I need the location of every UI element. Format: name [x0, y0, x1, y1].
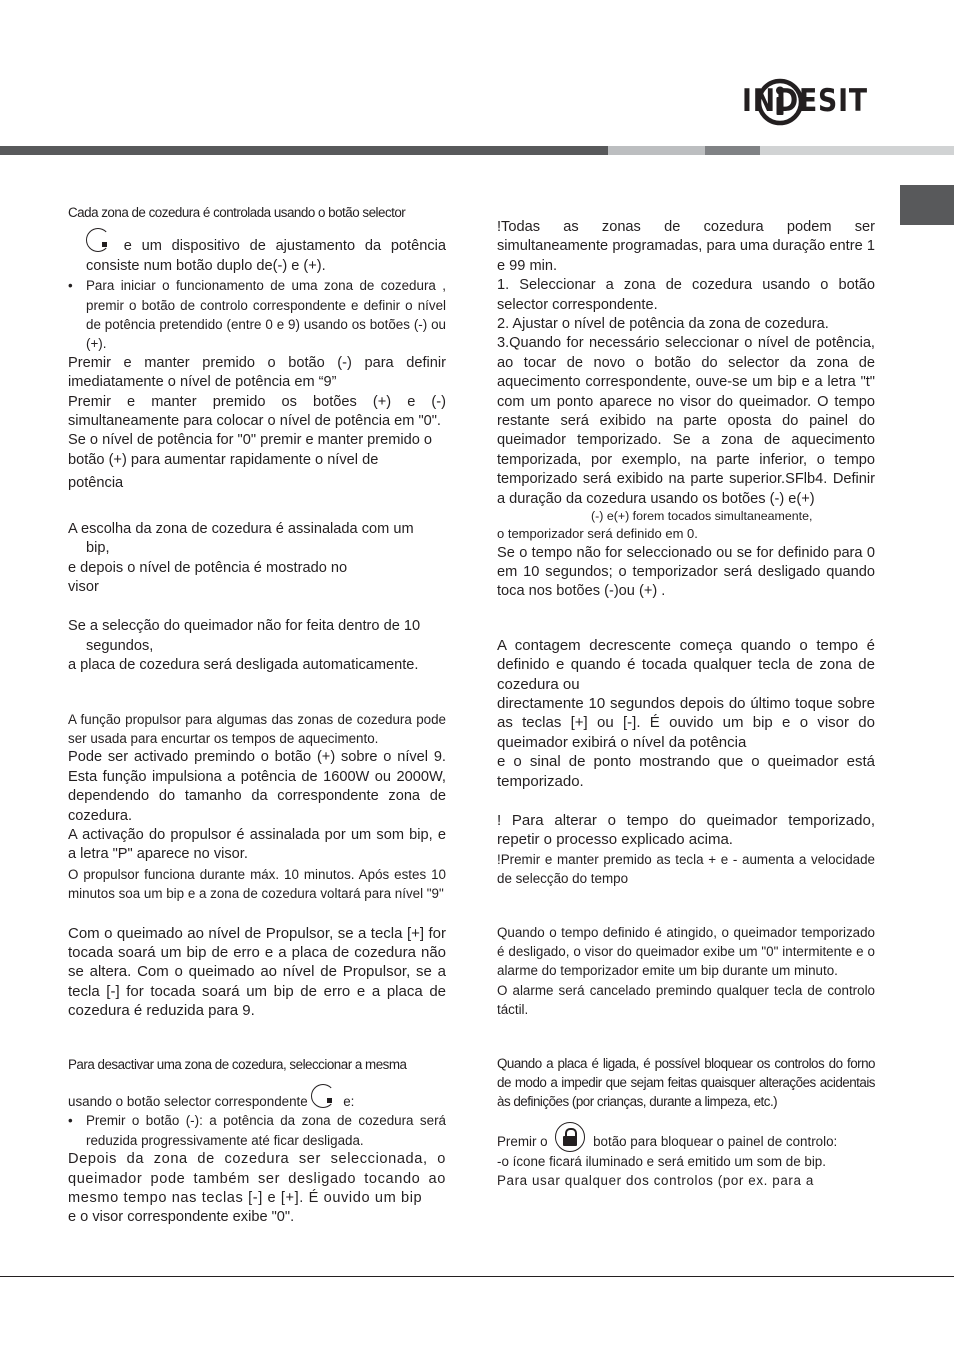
paragraph: Se o tempo não for seleccionado ou se for definido para 0 em 10 segundos; o temporizador será desligado quando toca nos botões (-)ou (+) . [497, 544, 875, 600]
header-band [0, 146, 608, 155]
paragraph: Se a selecção do queimador não for feita dentro de 10 [68, 618, 421, 635]
paragraph: Pode ser activado premindo o botão (+) sobre o nível 9. Esta função impulsiona a potência de 1600W ou 2000W, dependendo do tamanho da correspondente zona de cozedura. [68, 749, 446, 824]
paragraph: bip, [86, 540, 110, 557]
paragraph: potência [68, 475, 124, 492]
selector-knob-icon [311, 1084, 335, 1108]
paragraph: directamente 10 segundos depois do último toque sobre as teclas [+] ou [-]. É ouvido um bip e o visor do queimador exibirá o nível da potência [497, 694, 875, 751]
paragraph: visor [68, 578, 99, 595]
header-band-segment [760, 146, 954, 155]
paragraph: segundos, [86, 637, 154, 654]
right-column [497, 218, 875, 1191]
paragraph: Quando a placa é ligada, é possível bloquear os controlos do forno de modo a impedir que sejam feitas quaisquer alterações acidentais às definições (por crianças, durante a limpeza, etc.) [497, 1055, 875, 1110]
paragraph: O propulsor funciona durante máx. 10 minutos. Após estes 10 minutos soa um bip e a zona de cozedura voltará para nível "9" [68, 866, 446, 902]
paragraph: 2. Ajustar o nível de potência da zona de cozedura. [497, 316, 829, 333]
paragraph: Para desactivar uma zona de cozedura, seleccionar a mesma [68, 1056, 407, 1072]
paragraph: a placa de cozedura será desligada automaticamente. [68, 657, 419, 674]
paragraph: -o ícone ficará iluminado e será emitido um som de bip. [497, 1153, 826, 1169]
paragraph: Premir e manter premido o botão (-) para definir imediatamente o nível de potência em “9” [68, 354, 446, 391]
paragraph: (-) e(+) forem tocados simultaneamente, [591, 509, 813, 524]
paragraph-text: Premir o [497, 1133, 548, 1149]
paragraph-text: e: [343, 1094, 355, 1110]
paragraph: e depois o nível de potência é mostrado no [68, 559, 348, 576]
header-band-segment [705, 146, 760, 155]
paragraph: A função propulsor para algumas das zonas de cozedura pode ser usada para encurtar os tempos de aquecimento. [68, 711, 446, 746]
paragraph: Para usar qualquer dos controlos (por ex. para a [497, 1173, 814, 1189]
paragraph: e o visor correspondente exibe "0". [68, 1209, 295, 1226]
lock-icon [555, 1122, 585, 1152]
paragraph [497, 1122, 875, 1152]
paragraph: 1. Seleccionar a zona de cozedura usando o botão selector correspondente. [497, 277, 875, 313]
paragraph: A activação do propulsor é assinalada por um som bip, e a letra "P" aparece no visor. [68, 826, 446, 863]
paragraph [68, 228, 446, 276]
paragraph: O alarme será cancelado premindo qualquer tecla de controlo táctil. [497, 982, 875, 1018]
footer-rule [0, 1276, 954, 1277]
paragraph: e o sinal de ponto mostrando que o queimador está temporizado. [497, 753, 875, 790]
paragraph-text: usando o botão selector correspondente [68, 1094, 308, 1110]
left-column [68, 203, 446, 1228]
paragraph-text: e um dispositivo de ajustamento da potência consiste num botão duplo de(-) e (+). [86, 238, 446, 274]
paragraph: Premir e manter premido os botões (+) e (-) simultaneamente para colocar o nível de potência em "0". [68, 393, 446, 430]
paragraph: Com o queimado ao nível de Propulsor, se a tecla [+] for tocada soará um bip de erro e a placa de cozedura não se altera. Com o queimado ao nível de Propulsor, se a tecla [-] for tocada soará um bip de erro e a placa de cozedura é reduzida para 9. [68, 924, 446, 1020]
paragraph: Se o nível de potência for "0" premir e manter premido o botão (+) para aumentar rapidamente o nível de [68, 432, 433, 468]
selector-knob-icon [86, 228, 110, 252]
paragraph-text: botão para bloquear o painel de controlo: [593, 1133, 838, 1149]
bullet-item: • Para iniciar o funcionamento de uma zona de cozedura , premir o botão de controlo correspondente e definir o nível de potência pretendido (entre 0 e 9) usando os botões (-) ou (+). [68, 276, 446, 354]
paragraph: !Premir e manter premido as tecla + e - aumenta a velocidade de selecção do tempo [497, 851, 875, 887]
paragraph: Cada zona de cozedura é controlada usando o botão selector [68, 205, 406, 220]
paragraph: A contagem decrescente começa quando o tempo é definido e quando é tocada qualquer tecla de zona de cozedura ou [497, 636, 875, 693]
header-band-segment [608, 146, 705, 155]
paragraph [68, 1084, 446, 1111]
paragraph: !Todas as zonas de cozedura podem ser simultaneamente programadas, para uma duração entre 1 e 99 min. [497, 219, 875, 274]
language-tab [900, 185, 954, 225]
brand-name: INDESIT [742, 83, 868, 119]
paragraph: ! Para alterar o tempo do queimador temporizado, repetir o processo explicado acima. [497, 811, 875, 849]
paragraph: A escolha da zona de cozedura é assinalada com um [68, 520, 414, 537]
bullet-item: • Premir o botão (-): a potência da zona de cozedura será reduzida progressivamente até ficar desligada. [68, 1111, 446, 1150]
paragraph: Depois da zona de cozedura ser seleccionada, o queimador pode também ser desligado tocando ao mesmo tempo nas teclas [-] e [+]. É ouvido um bip [68, 1151, 446, 1207]
paragraph: o temporizador será definido em 0. [497, 526, 698, 542]
paragraph: 3.Quando for necessário seleccionar o nível de potência, ao tocar de novo o botão do selector da zona de aquecimento correspondente, ouve-se um bip e a letra "t" com um ponto aparece no visor do queimador. O tempo restante será exibido na parte oposta do painel do queimador temporizado. Se a zona de aquecimento temporizada, por exemplo, na parte inferior, o tempo temporizado será exibido na parte superior.SFlb4. Definir a duração da cozedura usando os botões (-) e(+) [497, 335, 875, 507]
paragraph: Quando o tempo definido é atingido, o queimador temporizado é desligado, o visor do queimador exibe um "0" intermitente e o alarme do temporizador emite um bip durante um minuto. [497, 924, 875, 979]
